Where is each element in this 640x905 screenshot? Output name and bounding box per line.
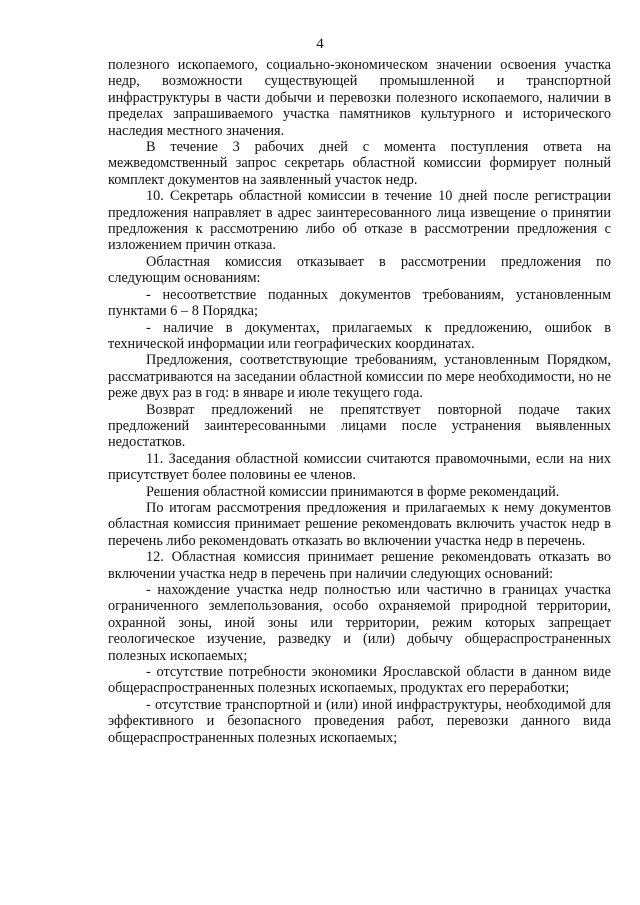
paragraph: - нахождение участка недр полностью или частично в границах участка ограниченного землепользования, особо охраняемой природной территории, охранной зоны, иной зоны или территории, режим которых запрещает геологическое изучение, разведку и (или) добычу общераспространенных полезных ископаемых; [108, 582, 611, 664]
paragraph: Решения областной комиссии принимаются в форме рекомендаций. [146, 483, 560, 500]
paragraph: 12. Областная комиссия принимает решение рекомендовать отказать во включении участка недр в перечень при наличии следующих оснований: [108, 549, 611, 582]
paragraph: - отсутствие потребности экономики Ярославской области в данном виде общераспространенных полезных ископаемых, продуктах его переработки; [108, 664, 611, 697]
paragraph: полезного ископаемого, социально-экономическом значении освоения участка недр, возможности существующей промышленной и транспортной инфраструктуры в части добычи и перевозки полезного ископаемого, наличии в пределах запрашиваемого участка памятников культурного и исторического наследия местного значения. [108, 57, 611, 139]
paragraph: - наличие в документах, прилагаемых к предложению, ошибок в технической информации или географических координатах. [108, 319, 611, 352]
paragraph: В течение 3 рабочих дней с момента поступления ответа на межведомственный запрос секретарь областной комиссии формирует полный комплект документов на заявленный участок недр. [108, 139, 611, 188]
paragraph: - несоответствие поданных документов требованиям, установленным пунктами 6 – 8 Порядка; [108, 286, 611, 320]
paragraph: Возврат предложений не препятствует повторной подаче таких предложений заинтересованными лицами после устранения выявленных недостатков. [108, 401, 611, 451]
paragraph: Областная комиссия отказывает в рассмотрении предложения по следующим основаниям: [108, 253, 611, 287]
page-number: 4 [316, 36, 324, 52]
paragraph: 11. Заседания областной комиссии считаются правомочными, если на них присутствует более половины ее членов. [108, 450, 611, 484]
document-body [108, 57, 611, 746]
paragraph: 10. Секретарь областной комиссии в течение 10 дней после регистрации предложения направляет в адрес заинтересованного лица извещение о принятии предложения к рассмотрению либо об отказе в рассмотрении предложения с изложением причин отказа. [108, 188, 611, 254]
paragraph: - отсутствие транспортной и (или) иной инфраструктуры, необходимой для эффективного и безопасного проведения работ, перевозки данного вида общераспространенных полезных ископаемых; [108, 696, 611, 746]
paragraph: По итогам рассмотрения предложения и прилагаемых к нему документов областная комиссия принимает решение рекомендовать включить участок недр в перечень либо рекомендовать отказать во включении участка недр в перечень. [108, 499, 611, 549]
paragraph: Предложения, соответствующие требованиям, установленным Порядком, рассматриваются на заседании областной комиссии по мере необходимости, но не реже двух раз в год: в январе и июле текущего года. [108, 352, 611, 402]
